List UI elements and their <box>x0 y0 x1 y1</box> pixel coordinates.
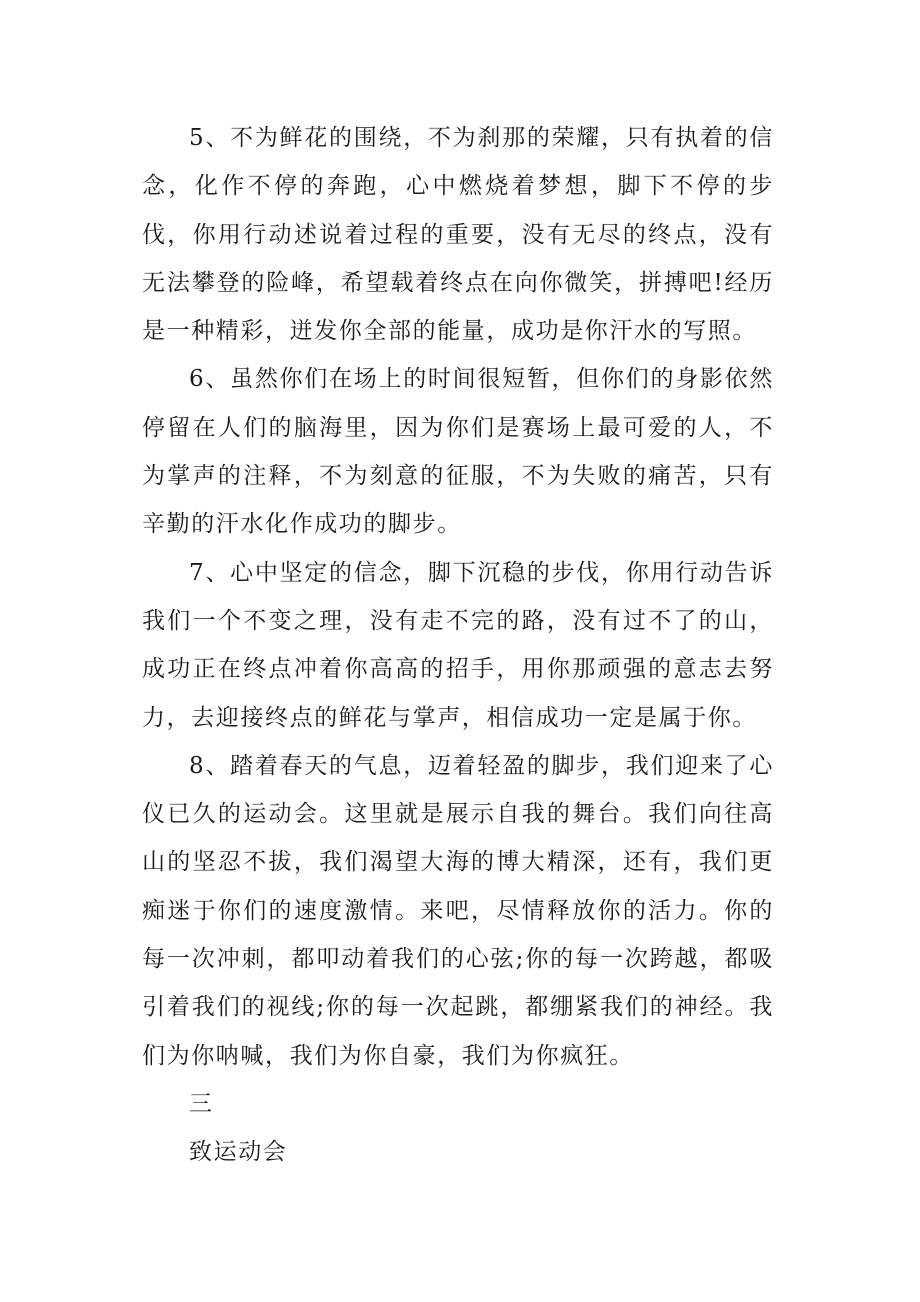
paragraph-6: 6、虽然你们在场上的时间很短暂，但你们的身影依然停留在人们的脑海里，因为你们是赛场上最可爱的人，不为掌声的注释，不为刻意的征服，不为失败的痛苦，只有辛勤的汗水化作成功的脚步。 <box>142 366 774 538</box>
section-number: 三 <box>189 1090 214 1117</box>
paragraph-5: 5、不为鲜花的围绕，不为刹那的荣耀，只有执着的信念，化作不停的奔跑，心中燃烧着梦想，脚下不停的步伐，你用行动述说着过程的重要，没有无尽的终点，没有无法攀登的险峰，希望载着终点在向你微笑，拼搏吧!经历是一种精彩，迸发你全部的能量，成功是你汗水的写照。 <box>142 125 774 345</box>
document-page <box>142 114 774 1177</box>
paragraph-8: 8、踏着春天的气息，迈着轻盈的脚步，我们迎来了心仪已久的运动会。这里就是展示自我的舞台。我们向往高山的坚忍不拔，我们渴望大海的博大精深，还有，我们更痴迷于你们的速度激情。来吧，尽情释放你的活力。你的每一次冲刺，都叩动着我们的心弦;你的每一次跨越，都吸引着我们的视线;你的每一次起跳，都绷紧我们的神经。我们为你呐喊，我们为你自豪，我们为你疯狂。 <box>142 752 774 1069</box>
paragraph-7: 7、心中坚定的信念，脚下沉稳的步伐，你用行动告诉我们一个不变之理，没有走不完的路，没有过不了的山，成功正在终点冲着你高高的招手，用你那顽强的意志去努力，去迎接终点的鲜花与掌声，相信成功一定是属于你。 <box>142 559 774 731</box>
section-title: 致运动会 <box>189 1139 288 1166</box>
